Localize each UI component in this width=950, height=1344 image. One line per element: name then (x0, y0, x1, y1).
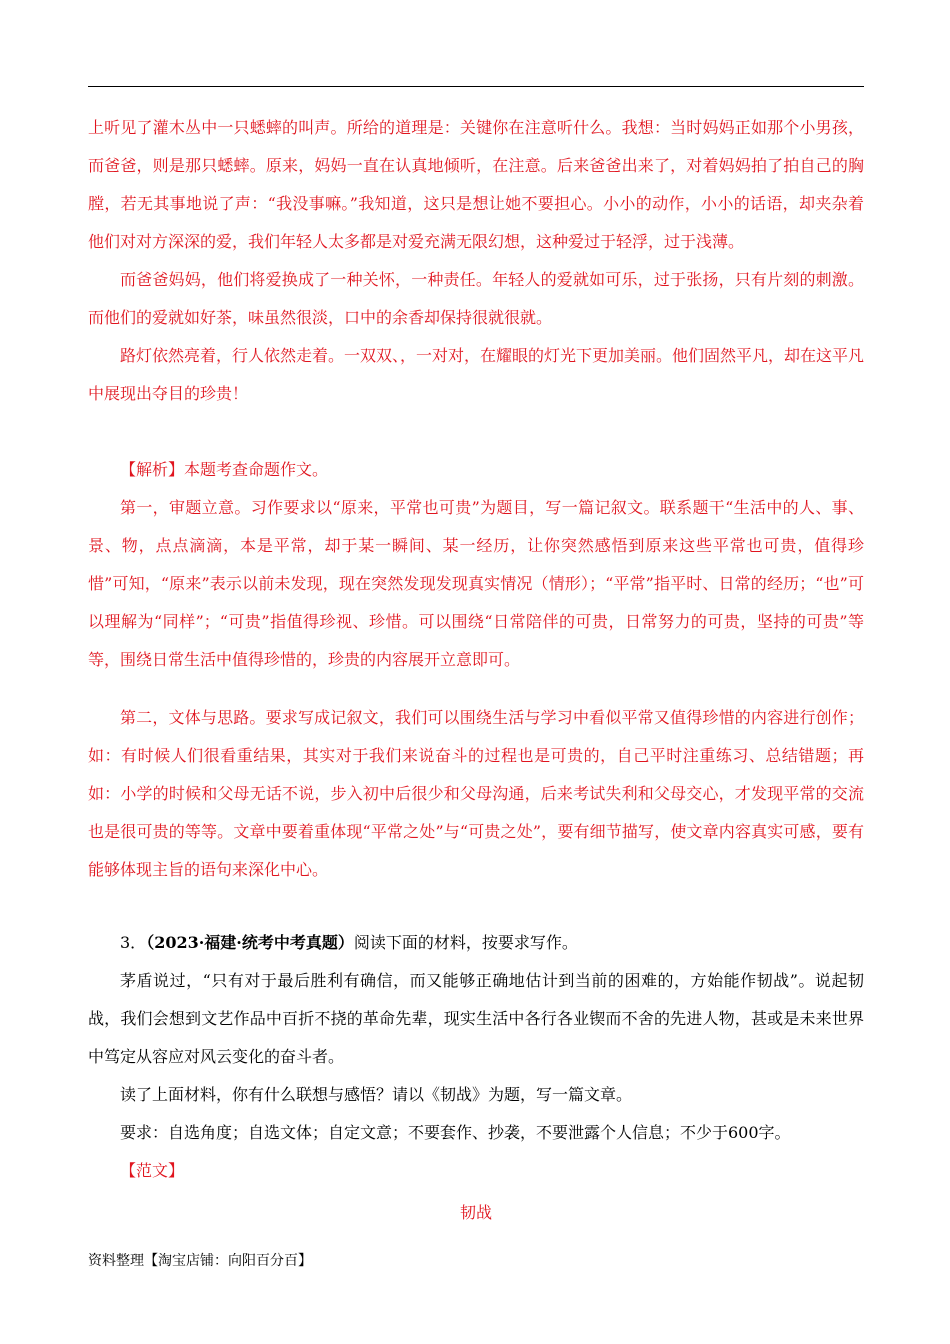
analysis-label: 【解析】 (120, 460, 185, 479)
question-number: 3． (120, 933, 147, 952)
essay-paragraph-1: 上听见了灌木丛中一只蟋蟀的叫声。所给的道理是：关键你在注意听什么。我想：当时妈妈正如那个小男孩，而爸爸，则是那只蟋蟀。原来，妈妈一直在认真地倾听，在注意。后来爸爸出来了，对着妈妈拍了拍自己的胸膛，若无其事地说了声：“我没事嘛。”我知道，这只是想让她不要担心。小小的动作，小小的话语，却夹杂着他们对对方深深的爱，我们年轻人太多都是对爱充满无限幻想，这种爱过于轻浮，过于浅薄。 (88, 118, 864, 251)
question-material: 茅盾说过，“只有对于最后胜利有确信，而又能够正确地估计到当前的困难的，方始能作韧战”。说起韧战，我们会想到文艺作品中百折不挠的革命先辈，现实生活中各行各业锲而不舍的先进人物，甚或是未来世界中笃定从容应对风云变化的奋斗者。 (88, 971, 864, 1066)
analysis-intro-line (88, 451, 864, 489)
question-requirements: 要求：自选角度；自选文体；自定文意；不要套作、抄袭，不要泄露个人信息；不少于600字。 (120, 1123, 791, 1142)
question-task: 读了上面材料，你有什么联想与感悟？请以《韧战》为题，写一篇文章。 (120, 1085, 633, 1104)
sample-essay-title: 韧战 (459, 1203, 492, 1222)
analysis-intro: 本题考查命题作文。 (184, 460, 329, 479)
answer-essay-continuation (88, 109, 864, 413)
analysis-section (88, 451, 864, 679)
analysis-first-point: 第一，审题立意。习作要求以“原来，平常也可贵”为题目，写一篇记叙文。联系题干“生活中的人、事、景、物，点点滴滴，本是平常，却于某一瞬间、某一经历，让你突然感悟到原来这些平常也可贵，值得珍惜”可知，“原来”表示以前未发现，现在突然发现发现真实情况（情形）；“平常”指平时、日常的经历；“也”可以理解为“同样”；“可贵”指值得珍视、珍惜。可以围绕“日常陪伴的可贵，日常努力的可贵，坚持的可贵”等等，围绕日常生活中值得珍惜的，珍贵的内容展开立意即可。 (88, 498, 864, 669)
header-rule (88, 86, 864, 87)
essay-paragraph-3: 路灯依然亮着，行人依然走着。一双双、，一对对，在耀眼的灯光下更加美丽。他们固然平凡，却在这平凡中展现出夺目的珍贵！ (88, 346, 865, 403)
footer-note: 资料整理【淘宝店铺：向阳百分百】 (88, 1253, 312, 1269)
question-source: （2023·福建·统考中考真题） (146, 933, 354, 952)
question-3-header (88, 924, 864, 962)
essay-paragraph-2: 而爸爸妈妈，他们将爱换成了一种关怀，一种责任。年轻人的爱就如可乐，过于张扬，只有片刻的刺激。而他们的爱就如好茶，味虽然很淡，口中的余香却保持很就很就。 (88, 270, 864, 327)
question-prompt: 阅读下面的材料，按要求写作。 (353, 933, 578, 952)
analysis-second-section (88, 699, 864, 889)
sample-essay-label: 【范文】 (120, 1161, 185, 1180)
analysis-second-point: 第二，文体与思路。要求写成记叙文，我们可以围绕生活与学习中看似平常又值得珍惜的内容进行创作；如：有时候人们很看重结果，其实对于我们来说奋斗的过程也是可贵的，自己平时注重练习、总结错题；再如：小学的时候和父母无话不说，步入初中后很少和父母沟通，后来考试失利和父母交心，才发现平常的交流也是很可贵的等等。文章中要着重体现“平常之处”与“可贵之处”，要有细节描写，使文章内容真实可感，要有能够体现主旨的语句来深化中心。 (88, 708, 864, 879)
question-3 (88, 924, 864, 1232)
